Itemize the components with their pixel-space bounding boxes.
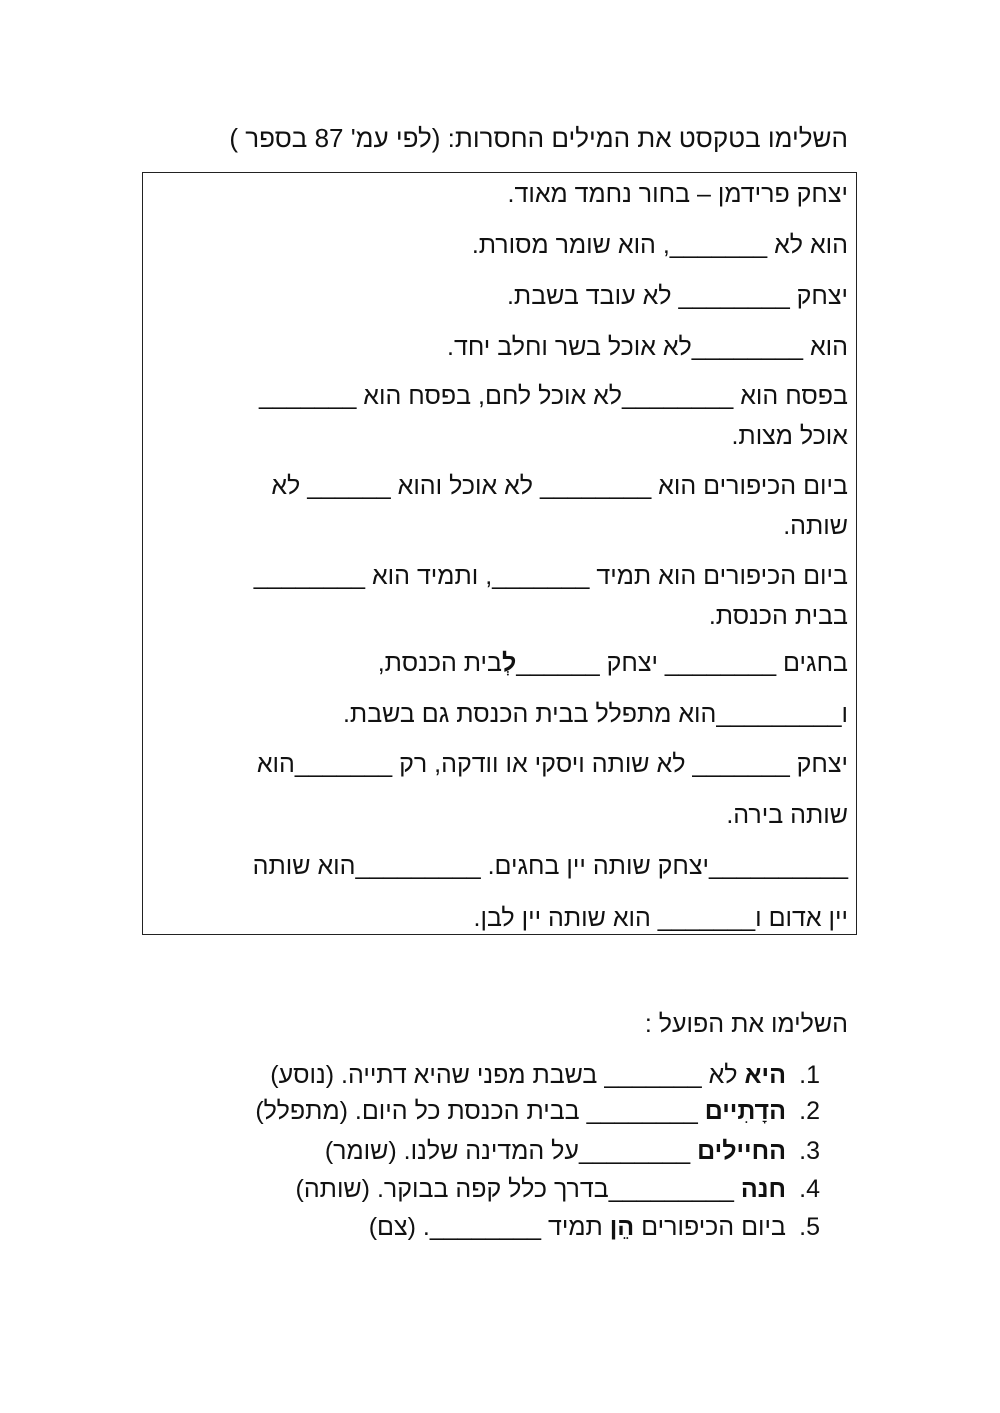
text-line-5: בפסח הוא ________לא אוכל לחם, בפסח הוא _______ (259, 382, 848, 410)
item-number: 5. (799, 1213, 820, 1241)
text-line-10: בבית הכנסת. (708, 602, 848, 630)
item-text: ________ בבית הכנסת כל היום. (מתפלל) (255, 1097, 705, 1125)
item-prefix: ביום הכיפורים (634, 1213, 786, 1241)
item-number: 1. (799, 1061, 820, 1089)
exercise-item-5 (100, 1209, 820, 1245)
item-text: _________בדרך כלל קפה בבוקר. (שותה) (295, 1175, 741, 1203)
exercise-item-1 (100, 1057, 820, 1093)
item-text: תמיד ________. (צם) (368, 1213, 610, 1241)
item-text: לא _______ בשבת מפני שהיא דתייה. (נוסע) (270, 1061, 745, 1089)
item-number: 3. (799, 1137, 820, 1165)
text-line-12: ו_________הוא מתפלל בבית הכנסת גם בשבת. (342, 700, 848, 728)
item-number: 2. (799, 1097, 820, 1125)
text-line-4: הוא ________לא אוכל בשר וחלב יחד. (447, 333, 848, 361)
exercise-item-4 (100, 1171, 820, 1207)
text-line-11-before: בחגים ________ יצחק ______ (516, 649, 848, 677)
text-line-11-after: בית הכנסת, (377, 649, 502, 677)
text-line-1: יצחק פרידמן – בחור נחמד מאוד. (507, 180, 848, 208)
text-line-3: יצחק ________ לא עובד בשבת. (506, 282, 848, 310)
item-subject: הדָתִיים (704, 1097, 786, 1125)
item-subject: הֵן (609, 1213, 635, 1241)
text-line-16: יין אדום ו_______ הוא שותה יין לבן. (473, 904, 848, 932)
text-line-7: ביום הכיפורים הוא ________ לא אוכל והוא ______ לא (271, 472, 848, 500)
item-subject: היא (744, 1061, 786, 1089)
item-subject: חנה (740, 1175, 786, 1203)
exercise-item-2 (100, 1093, 820, 1129)
text-line-14: שותה בירה. (726, 801, 848, 829)
item-number: 4. (799, 1175, 820, 1203)
exercise-2-title: השלימו את הפועל : (644, 1010, 848, 1038)
text-line-13: יצחק _______ לא שותה ויסקי או וודקה, רק _______הוא (256, 750, 848, 778)
item-subject: החיילים (697, 1137, 786, 1165)
text-line-2: הוא לא _______, הוא שומר מסורת. (471, 231, 848, 259)
text-line-6: אוכל מצות. (731, 422, 848, 450)
text-line-9: ביום הכיפורים הוא תמיד _______, ותמיד הוא ________ (253, 562, 848, 590)
exercise-1-title: השלימו בטקסט את המילים החסרות: (לפי עמ' 87 בספר ) (229, 123, 848, 153)
text-line-15: __________יצחק שותה יין בחגים. _________הוא שותה (252, 852, 848, 880)
text-line-8: שותה. (783, 512, 848, 540)
item-text: ________על המדינה שלנו. (שומר) (324, 1137, 698, 1165)
text-line-11 (158, 645, 848, 681)
text-line-11-bold: לְ (501, 649, 517, 677)
exercise-item-3 (100, 1133, 820, 1169)
